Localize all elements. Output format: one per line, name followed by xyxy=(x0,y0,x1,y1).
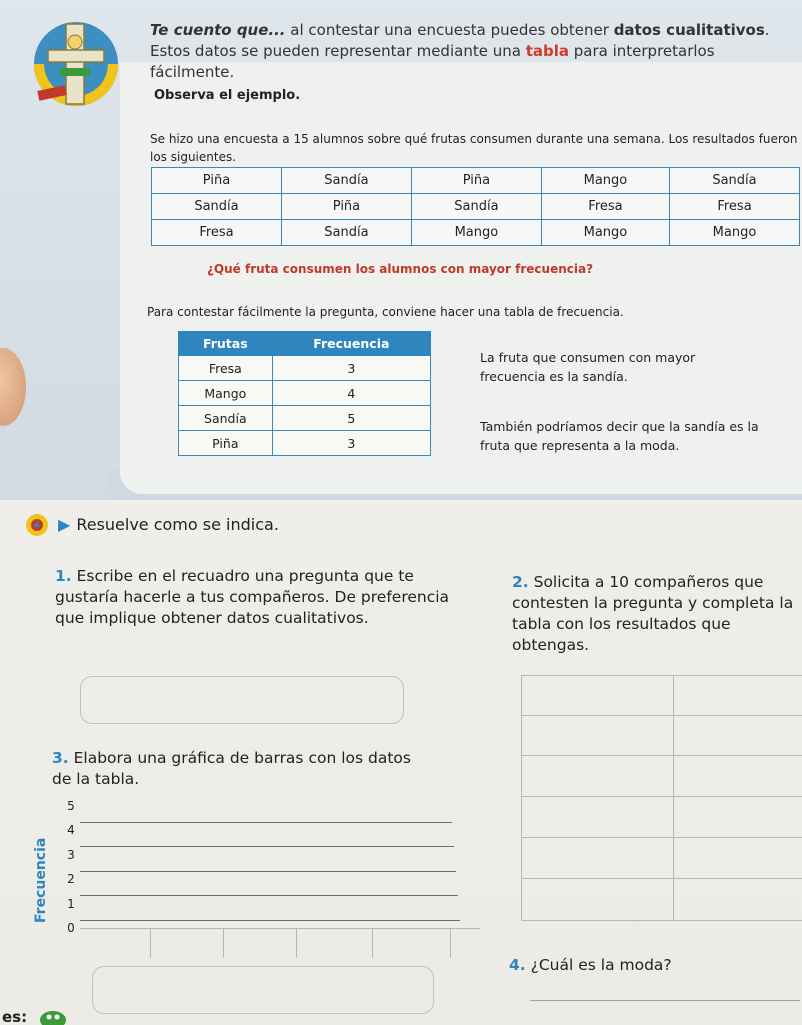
chart-gridline xyxy=(80,846,454,847)
freq-fruit-cell: Mango xyxy=(179,381,273,406)
intro-part3: para interpretarlos fácilmente. xyxy=(150,42,715,81)
intro-bold: datos cualitativos xyxy=(613,21,765,39)
exercise-2 xyxy=(512,572,802,656)
exercise-4-number: 4. xyxy=(509,956,526,974)
resuelve-heading xyxy=(58,515,279,534)
exercise-2-text: Solicita a 10 compañeros que contesten la pregunta y completa la tabla con los resultados que obtengas. xyxy=(512,573,794,654)
freq-count-cell: 3 xyxy=(272,356,430,381)
freq-count-cell: 3 xyxy=(272,431,430,456)
grid-line xyxy=(521,920,802,921)
survey-cell: Sandía xyxy=(411,194,541,220)
chart-gridline xyxy=(80,871,456,872)
survey-cell: Mango xyxy=(669,220,799,246)
chart-x-divider xyxy=(150,928,151,958)
freq-row xyxy=(179,381,431,406)
chart-gridline xyxy=(80,822,452,823)
chart-x-axis xyxy=(80,928,480,929)
chart-x-divider xyxy=(372,928,373,958)
exercise-3-number: 3. xyxy=(52,749,69,767)
example-description: Se hizo una encuesta a 15 alumnos sobre qué frutas consumen durante una semana. Los resultados fueron los siguientes. xyxy=(150,132,798,164)
freq-header-frutas: Frutas xyxy=(179,332,273,356)
results-table-grid[interactable] xyxy=(521,675,802,921)
survey-cell: Fresa xyxy=(669,194,799,220)
freq-fruit-cell: Sandía xyxy=(179,406,273,431)
survey-cell: Sandía xyxy=(281,168,411,194)
survey-row xyxy=(152,220,800,246)
exercise-1-number: 1. xyxy=(55,567,72,585)
exercise-3-text: Elabora una gráfica de barras con los datos de la tabla. xyxy=(52,749,411,788)
survey-table xyxy=(151,167,800,246)
freq-row xyxy=(179,431,431,456)
moda-answer-line[interactable] xyxy=(530,1000,800,1001)
chart-y-tick: 5 xyxy=(67,799,75,813)
survey-cell: Piña xyxy=(152,168,282,194)
note-mayor-frecuencia: La fruta que consumen con mayor frecuencia es la sandía. xyxy=(480,350,696,384)
chart-y-tick: 0 xyxy=(67,921,75,935)
chart-y-tick: 3 xyxy=(67,848,75,862)
logo-icon xyxy=(28,18,124,108)
freq-count-cell: 4 xyxy=(272,381,430,406)
intro-text xyxy=(150,20,800,83)
grid-line xyxy=(673,675,674,921)
question-answer-box[interactable] xyxy=(80,676,404,724)
intro-red: tabla xyxy=(525,42,569,60)
survey-cell: Sandía xyxy=(281,220,411,246)
grid-line xyxy=(521,878,802,879)
chart-caption-box[interactable] xyxy=(92,966,434,1014)
freq-fruit-cell: Fresa xyxy=(179,356,273,381)
bar-chart-blank[interactable] xyxy=(30,800,460,960)
survey-row xyxy=(152,168,800,194)
survey-cell: Mango xyxy=(411,220,541,246)
intro-part2: . Estos datos se pueden representar mediante una xyxy=(150,21,770,60)
intro-lead: Te cuento que... xyxy=(150,21,286,39)
exercise-4-text: ¿Cuál es la moda? xyxy=(525,956,672,974)
survey-cell: Fresa xyxy=(152,220,282,246)
survey-cell: Piña xyxy=(281,194,411,220)
exercise-2-number: 2. xyxy=(512,573,529,591)
resuelve-text: Resuelve como se indica. xyxy=(76,515,279,534)
chart-gridline xyxy=(80,920,460,921)
chart-x-divider xyxy=(450,928,451,958)
grid-line xyxy=(521,837,802,838)
chart-y-tick: 1 xyxy=(67,897,75,911)
survey-cell: Mango xyxy=(541,168,669,194)
footer-es-text: es: xyxy=(2,1008,28,1025)
exercise-4 xyxy=(509,955,799,976)
grid-line xyxy=(521,796,802,797)
grid-line xyxy=(521,675,522,921)
grid-line xyxy=(521,675,802,676)
chart-x-divider xyxy=(296,928,297,958)
survey-cell: Mango xyxy=(541,220,669,246)
example-question: ¿Qué fruta consumen los alumnos con mayor frecuencia? xyxy=(206,262,594,276)
freq-header-frecuencia: Frecuencia xyxy=(272,332,430,356)
exercise-1-text: Escribe en el recuadro una pregunta que te gustaría hacerle a tus compañeros. De preferencia que implique obtener datos cualitativos. xyxy=(55,567,450,627)
chart-y-tick: 4 xyxy=(67,823,75,837)
exercise-3 xyxy=(52,748,412,790)
note-moda: También podríamos decir que la sandía es la fruta que representa a la moda. xyxy=(480,419,759,453)
survey-cell: Sandía xyxy=(669,168,799,194)
chart-x-divider xyxy=(223,928,224,958)
freq-row xyxy=(179,406,431,431)
freq-count-cell: 5 xyxy=(272,406,430,431)
chart-y-tick: 2 xyxy=(67,872,75,886)
chart-y-label: Frecuencia xyxy=(33,837,49,923)
grid-line xyxy=(521,755,802,756)
freq-fruit-cell: Piña xyxy=(179,431,273,456)
arrow-right-icon: ▶ xyxy=(58,515,71,534)
chart-gridline xyxy=(80,895,458,896)
intro-part1: al contestar una encuesta puedes obtener xyxy=(285,21,614,39)
survey-row xyxy=(152,194,800,220)
footer-mascot-icon xyxy=(38,1004,68,1025)
freq-row xyxy=(179,356,431,381)
resuelve-icon xyxy=(24,512,50,538)
observa-heading: Observa el ejemplo. xyxy=(154,88,301,103)
survey-cell: Fresa xyxy=(541,194,669,220)
survey-cell: Piña xyxy=(411,168,541,194)
exercise-1 xyxy=(55,566,475,629)
frequency-table-intro: Para contestar fácilmente la pregunta, conviene hacer una tabla de frecuencia. xyxy=(147,305,624,319)
frequency-table xyxy=(178,331,431,456)
survey-cell: Sandía xyxy=(152,194,282,220)
grid-line xyxy=(521,715,802,716)
